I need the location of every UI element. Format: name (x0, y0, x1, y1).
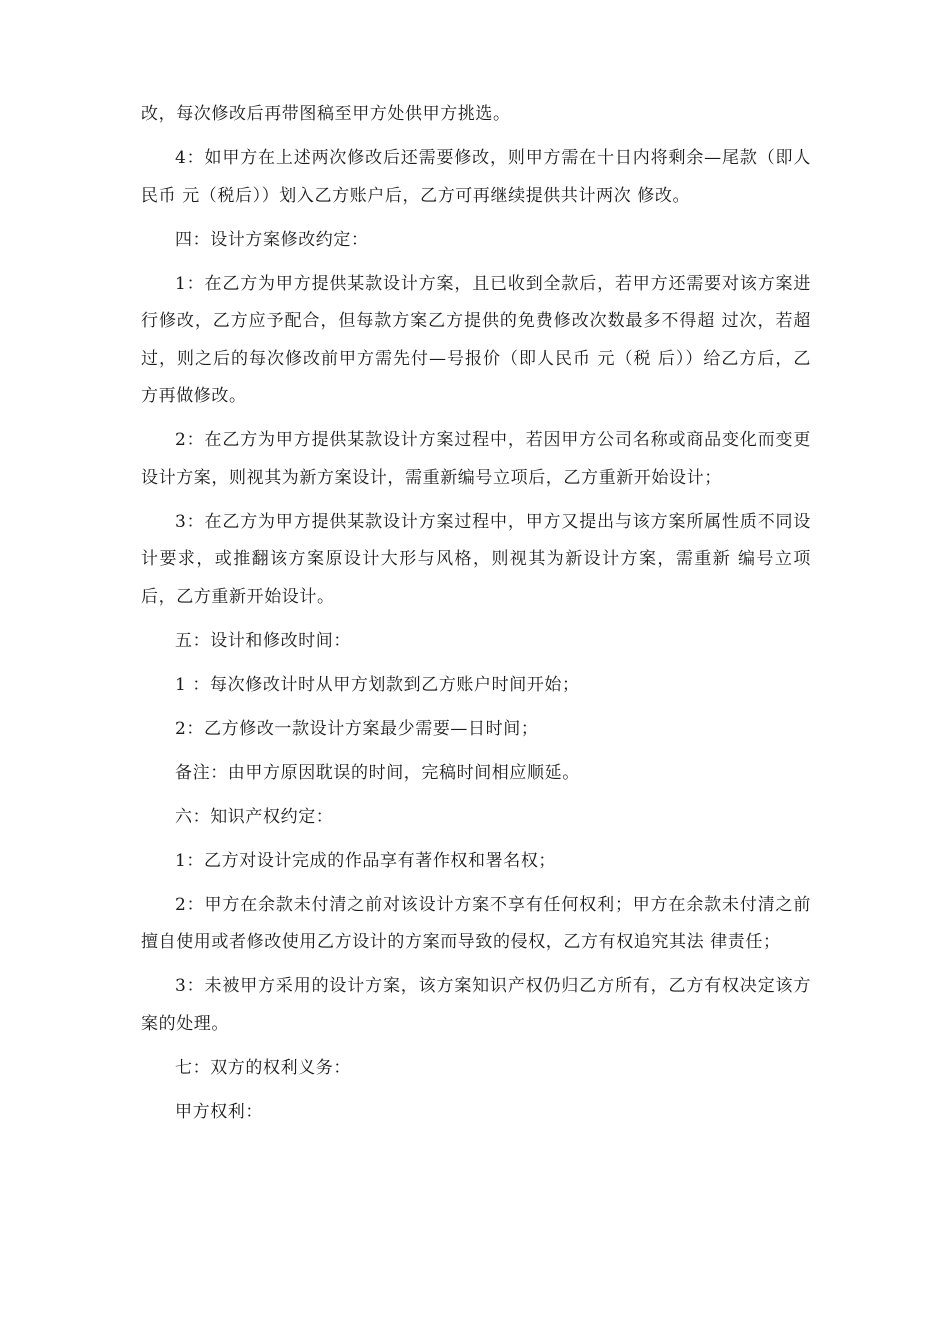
section-heading-7: 七：双方的权利义务： (175, 1057, 351, 1078)
document-body (141, 96, 811, 1138)
paragraph-item-1: 1 ：每次修改计时从甲方划款到乙方账户时间开始； (175, 674, 580, 695)
paragraph-item-2: 2：甲方在余款未付清之前对该设计方案不享有任何权利；甲方在余款未付清之前擅自使用或者修改使用乙方设计的方案而导致的侵权，乙方有权追究其法 律责任； (141, 894, 811, 952)
paragraph-item-1: 1：乙方对设计完成的作品享有著作权和署名权； (175, 850, 557, 871)
paragraph-item-2: 2：在乙方为甲方提供某款设计方案过程中，若因甲方公司名称或商品变化而变更设计方案，则视其为新方案设计，需重新编号立项后，乙方重新开始设计； (141, 430, 811, 488)
paragraph-item-1: 1：在乙方为甲方提供某款设计方案，且已收到全款后，若甲方还需要对该方案进行修改，乙方应予配合，但每款方案乙方提供的免费修改次数最多不得超 过次，若超过，则之后的每次修改前甲方需先付—号报价（即人民币 元（税 后））给乙方后，乙方再做修改。 (141, 273, 811, 406)
section-heading-5: 五：设计和修改时间： (175, 630, 351, 651)
paragraph-item-3: 3：在乙方为甲方提供某款设计方案过程中，甲方又提出与该方案所属性质不同设计要求，或推翻该方案原设计大形与风格，则视其为新设计方案，需重新 编号立项后，乙方重新开始设计。 (141, 511, 811, 607)
paragraph-continuation: 改，每次修改后再带图稿至甲方处供甲方挑选。 (141, 104, 511, 124)
subsection-heading: 甲方权利： (175, 1101, 263, 1122)
section-heading-4: 四：设计方案修改约定： (175, 229, 369, 250)
paragraph-note: 备注：由甲方原因耽误的时间，完稿时间相应顺延。 (175, 762, 580, 783)
paragraph-item-3: 3：未被甲方采用的设计方案，该方案知识产权仍归乙方所有，乙方有权决定该方案的处理。 (141, 976, 811, 1034)
paragraph-item-4: 4：如甲方在上述两次修改后还需要修改，则甲方需在十日内将剩余—尾款（即人民币 元（税后））划入乙方账户后，乙方可再继续提供共计两次 修改。 (141, 148, 811, 206)
section-heading-6: 六：知识产权约定： (175, 806, 334, 827)
paragraph-item-2: 2：乙方修改一款设计方案最少需要—日时间； (175, 718, 539, 739)
